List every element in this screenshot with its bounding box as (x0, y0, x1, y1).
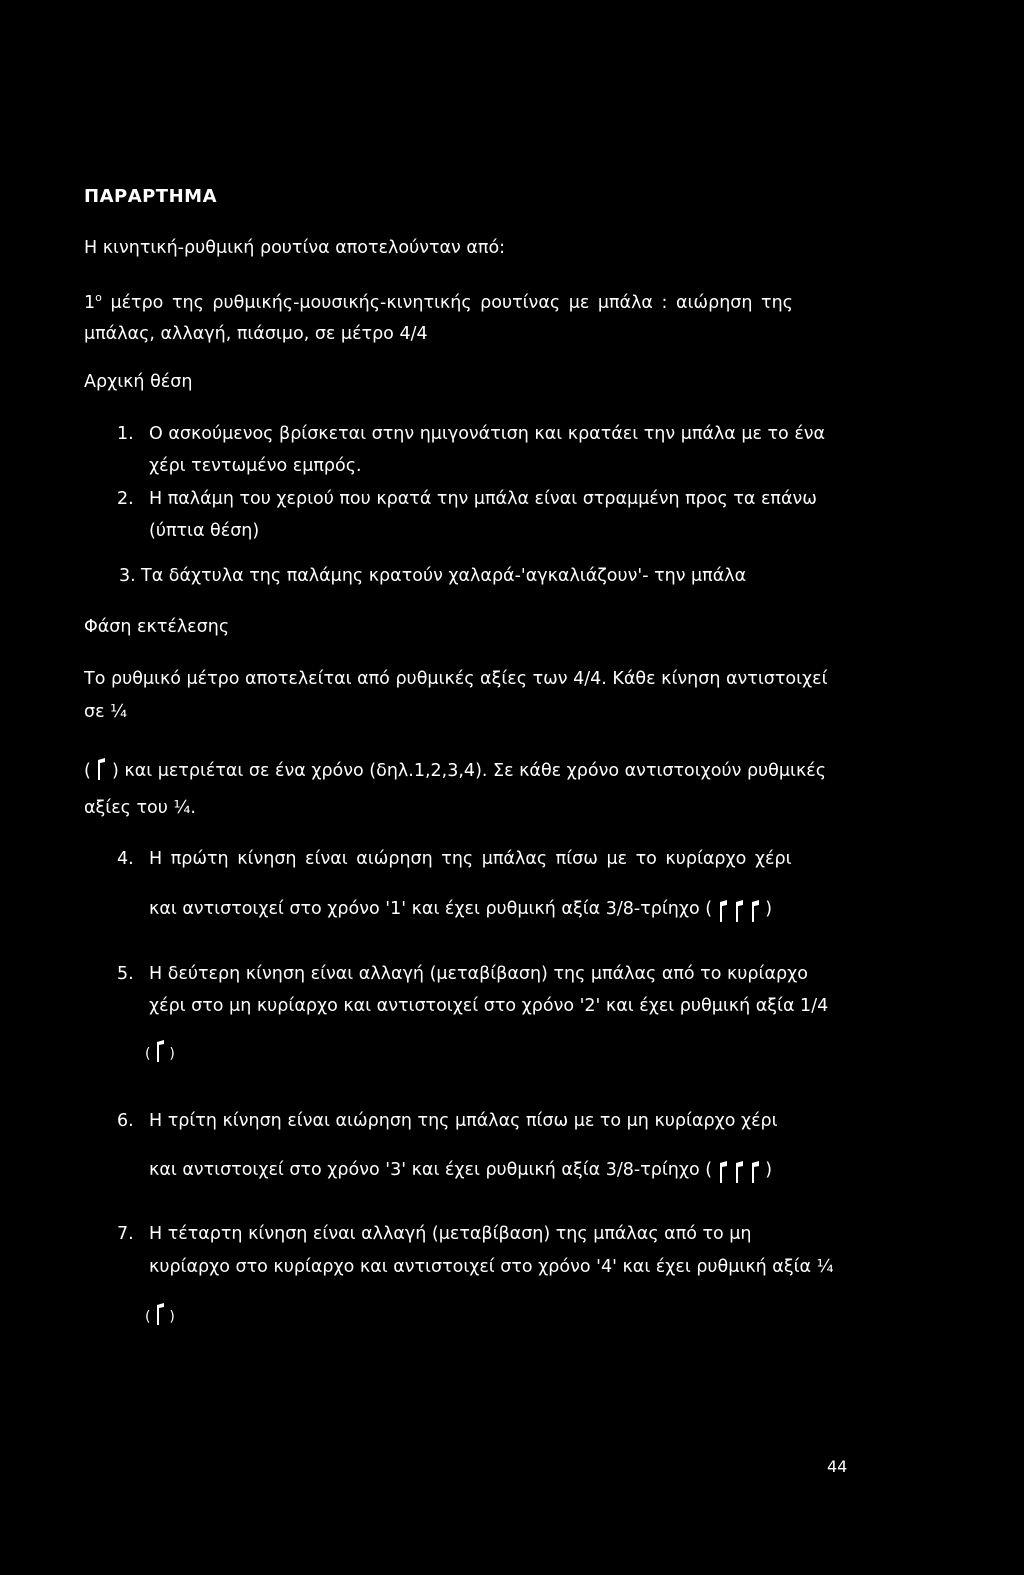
list-item-2-cont: (ύπτια θέση) (149, 521, 260, 541)
open-paren: ( (145, 1046, 151, 1062)
triplet-notes (718, 900, 760, 924)
close-paren: ) (765, 899, 773, 919)
eighth-note-icon (750, 1161, 760, 1183)
eighth-note-icon (718, 1161, 728, 1183)
list-item-1 (117, 424, 825, 445)
close-paren: ) (765, 1160, 773, 1180)
paragraph-2-text: και μετριέται σε ένα χρόνο (δηλ.1,2,3,4). Σε κάθε χρόνο αντιστοιχούν ρυθμικές (118, 761, 826, 781)
eighth-note-icon (718, 900, 728, 922)
execution-heading: Φάση εκτέλεσης (84, 617, 230, 637)
item-text: Η πρώτη κίνηση είναι αιώρηση της μπάλας πίσω με το κυρίαρχο χέρι (149, 849, 792, 869)
page-number: 44 (827, 1457, 848, 1476)
list-item-2 (117, 489, 817, 510)
close-paren: ) (111, 761, 119, 781)
list-item-5-cont: χέρι στο μη κυρίαρχο και αντιστοιχεί στο χρόνο '2' και έχει ρυθμική αξία 1/4 (149, 996, 829, 1016)
item-number: 6. (117, 1111, 134, 1131)
list-item-5 (117, 964, 808, 985)
paragraph-2-line-2: αξίες του ¼. (84, 798, 196, 818)
item-number: 3. (119, 566, 136, 586)
list-item-7 (117, 1224, 752, 1245)
eighth-note-icon (734, 900, 744, 922)
item-text: Η δεύτερη κίνηση είναι αλλαγή (μεταβίβαση) της μπάλας από το κυρίαρχο (149, 964, 808, 984)
list-item-1-cont: χέρι τεντωμένο εμπρός. (149, 456, 362, 476)
list-item-7-cont: κυρίαρχο στο κυρίαρχο και αντιστοιχεί στο χρόνο '4' και έχει ρυθμική αξία ¼ (149, 1257, 834, 1277)
paragraph-2-line-1 (84, 758, 826, 782)
open-paren: ( (145, 1309, 151, 1325)
meter-text: μέτρο της ρυθμικής-μουσικής-κινητικής ρουτίνας με μπάλα : αιώρηση της (101, 292, 793, 313)
meter-line-2: μπάλας, αλλαγή, πιάσιμο, σε μέτρο 4/4 (84, 324, 428, 344)
meter-line-1 (84, 291, 793, 314)
item-number: 2. (117, 489, 134, 509)
item-text: Ο ασκούμενος βρίσκεται στην ημιγονάτιση και κρατάει την μπάλα με το ένα (149, 424, 826, 444)
item-number: 7. (117, 1224, 134, 1244)
page-title: ΠΑΡΑΡΤΗΜΑ (84, 186, 217, 207)
item-text: Η τέταρτη κίνηση είναι αλλαγή (μεταβίβαση) της μπάλας από το μη (149, 1224, 752, 1244)
item-number: 4. (117, 849, 134, 869)
quarter-note-icon (155, 1303, 165, 1325)
close-paren: ) (169, 1309, 175, 1325)
list-item-5-note (145, 1040, 175, 1063)
item-text: Η τρίτη κίνηση είναι αιώρηση της μπάλας πίσω με το μη κυρίαρχο χέρι (149, 1111, 778, 1131)
quarter-note-icon (96, 758, 106, 780)
item-text: Τα δάχτυλα της παλάμης κρατούν χαλαρά-'αγκαλιάζουν'- την μπάλα (141, 566, 747, 586)
meter-number: 1 (84, 292, 96, 313)
paragraph-1-line-2: σε ¼ (84, 702, 128, 722)
eighth-note-icon (750, 900, 760, 922)
eighth-note-icon (734, 1161, 744, 1183)
item-number: 5. (117, 964, 134, 984)
paragraph-1-line-1: Το ρυθμικό μέτρο αποτελείται από ρυθμικές αξίες των 4/4. Κάθε κίνηση αντιστοιχεί (84, 669, 828, 689)
quarter-note-icon (155, 1040, 165, 1062)
item-number: 1. (117, 424, 134, 444)
item-text: και αντιστοιχεί στο χρόνο '1' και έχει ρυθμική αξία 3/8-τρίηχο ( (149, 899, 713, 919)
list-item-4 (117, 849, 792, 870)
intro-text: Η κινητική-ρυθμική ρουτίνα αποτελούνταν από: (84, 238, 506, 258)
open-paren: ( (84, 761, 91, 781)
item-text: Η παλάμη του χεριού που κρατά την μπάλα είναι στραμμένη προς τα επάνω (149, 489, 817, 509)
list-item-7-note (145, 1303, 175, 1326)
list-item-4-cont (149, 899, 772, 924)
item-text: και αντιστοιχεί στο χρόνο '3' και έχει ρυθμική αξία 3/8-τρίηχο ( (149, 1160, 713, 1180)
ordinal-superscript: ο (95, 291, 102, 304)
list-item-3 (119, 566, 746, 587)
list-item-6-cont (149, 1160, 772, 1185)
triplet-notes (718, 1161, 760, 1185)
close-paren: ) (169, 1046, 175, 1062)
list-item-6 (117, 1111, 778, 1132)
initial-position-heading: Αρχική θέση (84, 372, 193, 392)
